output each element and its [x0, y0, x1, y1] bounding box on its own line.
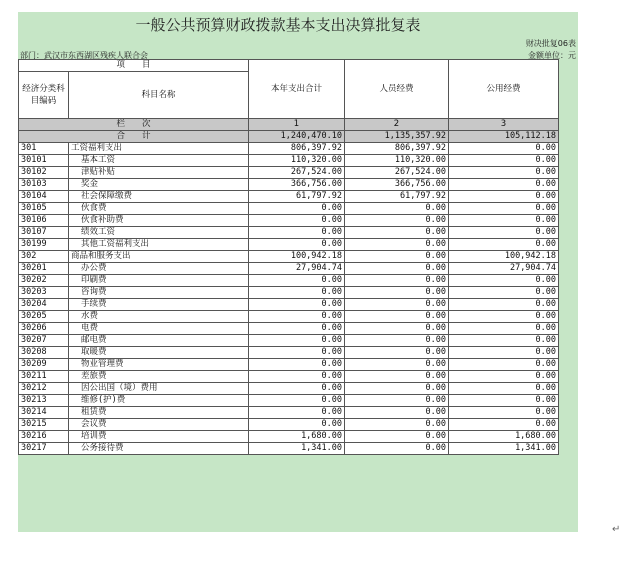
column-sequence-row: [19, 119, 559, 131]
row-code: 30209: [19, 359, 69, 371]
row-total: 0.00: [249, 407, 345, 419]
row-public: 0.00: [449, 275, 559, 287]
table-row: [19, 179, 559, 191]
row-total: 0.00: [249, 359, 345, 371]
row-code: 30211: [19, 371, 69, 383]
table-row: [19, 407, 559, 419]
row-code: 30206: [19, 323, 69, 335]
row-total: 0.00: [249, 203, 345, 215]
header-total: 本年支出合计: [249, 60, 345, 119]
row-public: 0.00: [449, 203, 559, 215]
sum-total: 1,240,470.10: [249, 131, 345, 143]
row-total: 1,680.00: [249, 431, 345, 443]
row-code: 30102: [19, 167, 69, 179]
table-row: [19, 335, 559, 347]
row-total: 0.00: [249, 275, 345, 287]
header-item: 项 目: [19, 60, 249, 72]
row-personnel: 0.00: [345, 395, 449, 407]
row-name: 租赁费: [69, 407, 249, 419]
row-public: 0.00: [449, 371, 559, 383]
row-code: 302: [19, 251, 69, 263]
header-row-item: [19, 60, 559, 72]
row-total: 110,320.00: [249, 155, 345, 167]
row-public: 0.00: [449, 335, 559, 347]
form-number: 财决批复06表: [525, 39, 576, 48]
row-total: 366,756.00: [249, 179, 345, 191]
row-personnel: 267,524.00: [345, 167, 449, 179]
row-code: 30208: [19, 347, 69, 359]
row-total: 0.00: [249, 227, 345, 239]
table-row: [19, 371, 559, 383]
row-personnel: 0.00: [345, 359, 449, 371]
row-name: 其他工资福利支出: [69, 239, 249, 251]
row-code: 30204: [19, 299, 69, 311]
row-name: 绩效工资: [69, 227, 249, 239]
table-row: [19, 347, 559, 359]
table-row: [19, 311, 559, 323]
table-row: [19, 383, 559, 395]
table-row: [19, 215, 559, 227]
row-public: 0.00: [449, 347, 559, 359]
row-public: 0.00: [449, 323, 559, 335]
row-total: 0.00: [249, 299, 345, 311]
table-row: [19, 191, 559, 203]
paragraph-mark-icon: ↵: [612, 524, 621, 535]
row-public: 0.00: [449, 227, 559, 239]
sum-label: 合 计: [19, 131, 249, 143]
header-personnel: 人员经费: [345, 60, 449, 119]
row-code: 301: [19, 143, 69, 155]
row-code: 30216: [19, 431, 69, 443]
row-public: 0.00: [449, 407, 559, 419]
row-code: 30107: [19, 227, 69, 239]
row-total: 0.00: [249, 347, 345, 359]
row-personnel: 0.00: [345, 443, 449, 455]
row-personnel: 0.00: [345, 263, 449, 275]
row-public: 0.00: [449, 311, 559, 323]
row-total: 27,904.74: [249, 263, 345, 275]
row-personnel: 0.00: [345, 419, 449, 431]
row-total: 0.00: [249, 287, 345, 299]
col-seq-1: 1: [249, 119, 345, 131]
department-label: 部门：武汉市东西湖区残疾人联合会: [20, 51, 148, 60]
table-row: [19, 359, 559, 371]
table-row: [19, 431, 559, 443]
row-public: 0.00: [449, 167, 559, 179]
row-personnel: 0.00: [345, 371, 449, 383]
spreadsheet-sheet: [18, 12, 578, 532]
row-total: 0.00: [249, 383, 345, 395]
row-public: 27,904.74: [449, 263, 559, 275]
row-name: 培训费: [69, 431, 249, 443]
table-row: [19, 167, 559, 179]
row-personnel: 0.00: [345, 227, 449, 239]
header-code: 经济分类科目编码: [19, 72, 69, 119]
row-personnel: 0.00: [345, 383, 449, 395]
row-personnel: 806,397.92: [345, 143, 449, 155]
header-name: 科目名称: [69, 72, 249, 119]
row-code: 30212: [19, 383, 69, 395]
row-public: 0.00: [449, 215, 559, 227]
row-personnel: 366,756.00: [345, 179, 449, 191]
row-name: 伙食费: [69, 203, 249, 215]
col-seq-3: 3: [449, 119, 559, 131]
row-code: 30103: [19, 179, 69, 191]
row-personnel: 0.00: [345, 335, 449, 347]
row-personnel: 61,797.92: [345, 191, 449, 203]
row-total: 0.00: [249, 419, 345, 431]
row-public: 0.00: [449, 179, 559, 191]
table-row: [19, 323, 559, 335]
table-row: [19, 299, 559, 311]
row-total: 0.00: [249, 371, 345, 383]
table-row: [19, 419, 559, 431]
row-public: 0.00: [449, 155, 559, 167]
row-code: 30106: [19, 215, 69, 227]
row-code: 30213: [19, 395, 69, 407]
row-total: 0.00: [249, 215, 345, 227]
row-name: 公务接待费: [69, 443, 249, 455]
row-code: 30201: [19, 263, 69, 275]
row-code: 30215: [19, 419, 69, 431]
row-personnel: 110,320.00: [345, 155, 449, 167]
row-public: 0.00: [449, 299, 559, 311]
row-personnel: 0.00: [345, 323, 449, 335]
row-name: 办公费: [69, 263, 249, 275]
row-name: 工资福利支出: [69, 143, 249, 155]
header-public: 公用经费: [449, 60, 559, 119]
table-row: [19, 275, 559, 287]
row-public: 1,341.00: [449, 443, 559, 455]
table-row: [19, 287, 559, 299]
row-name: 取暖费: [69, 347, 249, 359]
table-row: [19, 203, 559, 215]
row-public: 0.00: [449, 191, 559, 203]
table-row: [19, 155, 559, 167]
row-public: 0.00: [449, 239, 559, 251]
row-name: 水费: [69, 311, 249, 323]
table-row: [19, 395, 559, 407]
row-personnel: 0.00: [345, 287, 449, 299]
row-name: 印刷费: [69, 275, 249, 287]
row-public: 0.00: [449, 419, 559, 431]
row-code: 30202: [19, 275, 69, 287]
row-name: 维修(护)费: [69, 395, 249, 407]
page-title: 一般公共预算财政拨款基本支出决算批复表: [135, 16, 421, 34]
table-row: [19, 263, 559, 275]
row-personnel: 0.00: [345, 299, 449, 311]
table-row: [19, 227, 559, 239]
sum-public: 105,112.18: [449, 131, 559, 143]
row-total: 0.00: [249, 311, 345, 323]
row-total: 806,397.92: [249, 143, 345, 155]
row-personnel: 0.00: [345, 203, 449, 215]
row-personnel: 0.00: [345, 311, 449, 323]
row-public: 0.00: [449, 287, 559, 299]
row-code: 30101: [19, 155, 69, 167]
row-personnel: 0.00: [345, 347, 449, 359]
table-row: [19, 143, 559, 155]
row-public: 0.00: [449, 143, 559, 155]
row-personnel: 0.00: [345, 275, 449, 287]
row-personnel: 0.00: [345, 431, 449, 443]
row-name: 电费: [69, 323, 249, 335]
currency-unit: 金额单位：元: [528, 51, 576, 60]
sum-personnel: 1,135,357.92: [345, 131, 449, 143]
row-total: 1,341.00: [249, 443, 345, 455]
row-name: 伙食补助费: [69, 215, 249, 227]
row-public: 0.00: [449, 359, 559, 371]
row-name: 物业管理费: [69, 359, 249, 371]
row-name: 手续费: [69, 299, 249, 311]
row-public: 100,942.18: [449, 251, 559, 263]
row-code: 30207: [19, 335, 69, 347]
row-code: 30105: [19, 203, 69, 215]
row-total: 0.00: [249, 395, 345, 407]
row-name: 奖金: [69, 179, 249, 191]
row-name: 差旅费: [69, 371, 249, 383]
table-row: [19, 443, 559, 455]
row-name: 社会保障缴费: [69, 191, 249, 203]
table-row: [19, 239, 559, 251]
row-name: 咨询费: [69, 287, 249, 299]
row-total: 61,797.92: [249, 191, 345, 203]
row-personnel: 0.00: [345, 407, 449, 419]
row-public: 0.00: [449, 395, 559, 407]
row-public: 1,680.00: [449, 431, 559, 443]
row-personnel: 0.00: [345, 215, 449, 227]
row-code: 30203: [19, 287, 69, 299]
sum-row: [19, 131, 559, 143]
row-code: 30104: [19, 191, 69, 203]
row-total: 100,942.18: [249, 251, 345, 263]
row-code: 30214: [19, 407, 69, 419]
row-code: 30199: [19, 239, 69, 251]
row-code: 30217: [19, 443, 69, 455]
row-name: 因公出国（境）费用: [69, 383, 249, 395]
row-total: 0.00: [249, 239, 345, 251]
row-name: 基本工资: [69, 155, 249, 167]
row-personnel: 0.00: [345, 251, 449, 263]
row-total: 0.00: [249, 335, 345, 347]
row-personnel: 0.00: [345, 239, 449, 251]
budget-table: [18, 59, 559, 455]
row-public: 0.00: [449, 383, 559, 395]
row-name: 会议费: [69, 419, 249, 431]
col-seq-label: 栏 次: [19, 119, 249, 131]
table-row: [19, 251, 559, 263]
row-name: 邮电费: [69, 335, 249, 347]
row-total: 0.00: [249, 323, 345, 335]
row-total: 267,524.00: [249, 167, 345, 179]
row-code: 30205: [19, 311, 69, 323]
col-seq-2: 2: [345, 119, 449, 131]
row-name: 商品和服务支出: [69, 251, 249, 263]
row-name: 津贴补贴: [69, 167, 249, 179]
